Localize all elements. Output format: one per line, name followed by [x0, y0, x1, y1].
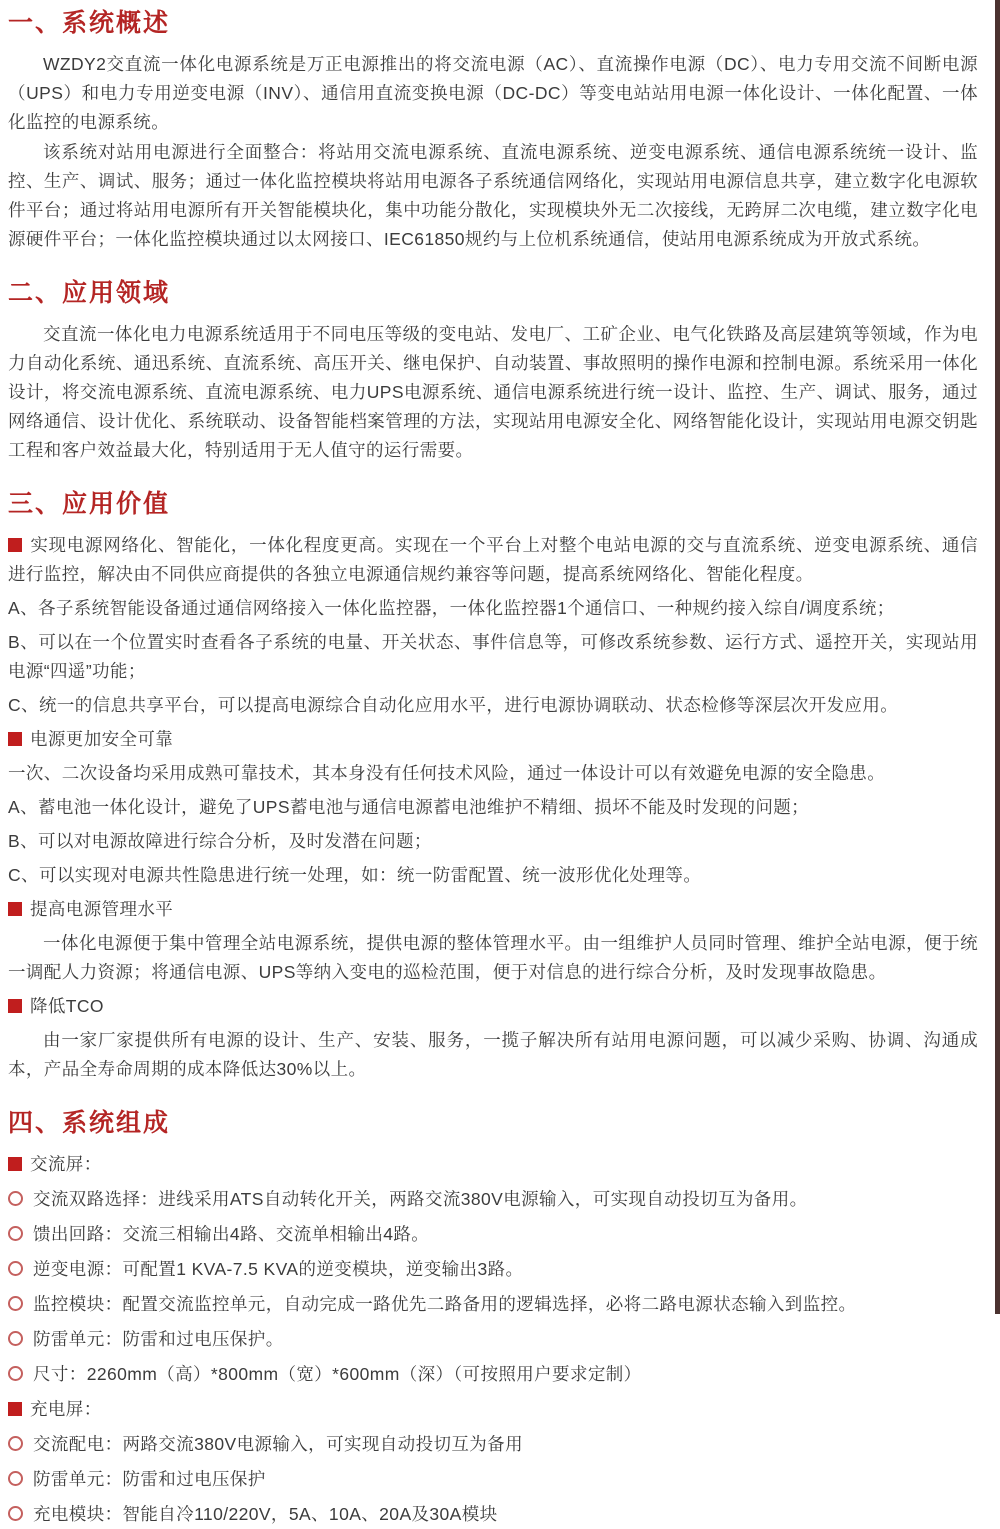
value-item-text: 一次、二次设备均采用成熟可靠技术，其本身没有任何技术风险，通过一体设计可以有效避免电源的安全隐患。 — [8, 763, 886, 783]
value-item-text: A、各子系统智能设备通过通信网络接入一体化监控器，一体化监控器1个通信口、一种规约接入综自/调度系统； — [8, 598, 895, 618]
value-item-text: 提高电源管理水平 — [30, 899, 174, 919]
overview-paragraph-2: 该系统对站用电源进行全面整合：将站用交流电源系统、直流电源系统、逆变电源系统、通信电源系统统一设计、监控、生产、调试、服务；通过一体化监控模块将站用电源各子系统通信网络化，实现站用电源信息共享，建立数字化电源软件平台；通过将站用电源所有开关智能模块化，集中功能分散化，实现模块外无二次接线，无跨屏二次电缆，建立数字化电源硬件平台；一体化监控模块通过以太网接口、IEC61850规约与上位机系统通信，使站用电源系统成为开放式系统。 — [8, 142, 978, 249]
composition-item — [8, 1325, 978, 1354]
section-heading-application-value: 三、应用价值 — [8, 490, 171, 518]
composition-item — [8, 1500, 978, 1529]
square-bullet-icon — [8, 1402, 22, 1416]
section-heading-overview: 一、系统概述 — [8, 9, 171, 37]
value-item — [8, 691, 978, 720]
composition-item-text: 充电屏： — [30, 1399, 102, 1419]
section-heading-composition: 四、系统组成 — [8, 1109, 171, 1137]
square-bullet-icon — [8, 538, 22, 552]
value-item — [8, 531, 978, 589]
square-bullet-icon — [8, 902, 22, 916]
composition-item-text: 馈出回路：交流三相输出4路、交流单相输出4路。 — [33, 1224, 430, 1244]
composition-item — [8, 1430, 978, 1459]
value-item — [8, 1026, 978, 1084]
value-item — [8, 628, 978, 686]
value-item-text: 降低TCO — [30, 996, 104, 1016]
circle-bullet-icon — [8, 1191, 23, 1206]
value-item — [8, 895, 978, 924]
square-bullet-icon — [8, 999, 22, 1013]
circle-bullet-icon — [8, 1436, 23, 1451]
composition-item-text: 交流配电：两路交流380V电源输入，可实现自动投切互为备用 — [33, 1434, 523, 1454]
application-fields-paragraph: 交直流一体化电力电源系统适用于不同电压等级的变电站、发电厂、工矿企业、电气化铁路及高层建筑等领域，作为电力自动化系统、通迅系统、直流系统、高压开关、继电保护、自动装置、事故照明的操作电源和控制电源。系统采用一体化设计，将交流电源系统、直流电源系统、电力UPS电源系统、通信电源系统进行统一设计、监控、生产、调试、服务，通过网络通信、设计优化、系统联动、设备智能档案管理的方法，实现站用电源安全化、网络智能化设计，实现站用电源交钥匙工程和客户效益最大化，特别适用于无人值守的运行需要。 — [8, 324, 978, 460]
composition-item-text: 逆变电源：可配置1 KVA-7.5 KVA的逆变模块，逆变输出3路。 — [33, 1259, 524, 1279]
value-item-text: 一体化电源便于集中管理全站电源系统，提供电源的整体管理水平。由一组维护人员同时管理、维护全站电源，便于统一调配人力资源；将通信电源、UPS等纳入变电的巡检范围，便于对信息的进行综合分析，及时发现事故隐患。 — [8, 933, 978, 982]
value-item — [8, 861, 978, 890]
composition-item-text: 充电模块：智能自冷110/220V，5A、10A、20A及30A模块 — [33, 1504, 498, 1524]
composition-item — [8, 1220, 978, 1249]
value-item — [8, 827, 978, 856]
composition-item — [8, 1360, 978, 1389]
composition-item-text: 防雷单元：防雷和过电压保护。 — [33, 1329, 284, 1349]
square-bullet-icon — [8, 1157, 22, 1171]
circle-bullet-icon — [8, 1261, 23, 1276]
value-item — [8, 992, 978, 1021]
value-item — [8, 594, 978, 623]
value-item — [8, 929, 978, 987]
circle-bullet-icon — [8, 1331, 23, 1346]
value-item-text: C、可以实现对电源共性隐患进行统一处理，如：统一防雷配置、统一波形优化处理等。 — [8, 865, 702, 885]
value-item-text: 实现电源网络化、智能化，一体化程度更高。实现在一个平台上对整个电站电源的交与直流系统、逆变电源系统、通信进行监控，解决由不同供应商提供的各独立电源通信规约兼容等问题，提高系统网络化、智能化程度。 — [8, 535, 978, 584]
composition-item-text: 交流双路选择：进线采用ATS自动转化开关，两路交流380V电源输入，可实现自动投切互为备用。 — [33, 1189, 808, 1209]
composition-item — [8, 1395, 978, 1424]
composition-item — [8, 1465, 978, 1494]
section-heading-application-fields: 二、应用领域 — [8, 279, 171, 307]
page-edge-shadow — [995, 0, 1000, 1314]
circle-bullet-icon — [8, 1226, 23, 1241]
value-item — [8, 793, 978, 822]
square-bullet-icon — [8, 732, 22, 746]
composition-item — [8, 1290, 978, 1319]
composition-item-text: 监控模块：配置交流监控单元，自动完成一路优先二路备用的逻辑选择，必将二路电源状态输入到监控。 — [33, 1294, 857, 1314]
composition-item-text: 防雷单元：防雷和过电压保护 — [33, 1469, 266, 1489]
value-item-text: 由一家厂家提供所有电源的设计、生产、安装、服务，一揽子解决所有站用电源问题，可以减少采购、协调、沟通成本，产品全寿命周期的成本降低达30%以上。 — [8, 1030, 978, 1079]
circle-bullet-icon — [8, 1366, 23, 1381]
value-item — [8, 759, 978, 788]
composition-item — [8, 1150, 978, 1179]
circle-bullet-icon — [8, 1296, 23, 1311]
circle-bullet-icon — [8, 1471, 23, 1486]
value-item — [8, 725, 978, 754]
value-item-text: B、可以对电源故障进行综合分析，及时发潜在问题； — [8, 831, 432, 851]
value-item-text: C、统一的信息共享平台，可以提高电源综合自动化应用水平，进行电源协调联动、状态检修等深层次开发应用。 — [8, 695, 899, 715]
composition-item-text: 尺寸：2260mm（高）*800mm（宽）*600mm（深）（可按照用户要求定制） — [33, 1364, 642, 1384]
composition-item — [8, 1255, 978, 1284]
overview-paragraph-1: WZDY2交直流一体化电源系统是万正电源推出的将交流电源（AC）、直流操作电源（DC）、电力专用交流不间断电源（UPS）和电力专用逆变电源（INV）、通信用直流变换电源（DC-DC）等变电站站用电源一体化设计、一体化配置、一体化监控的电源系统。 — [8, 54, 978, 132]
composition-item — [8, 1185, 978, 1214]
value-item-text: 电源更加安全可靠 — [30, 729, 174, 749]
value-item-text: A、蓄电池一体化设计，避免了UPS蓄电池与通信电源蓄电池维护不精细、损坏不能及时发现的问题； — [8, 797, 810, 817]
circle-bullet-icon — [8, 1506, 23, 1521]
value-item-text: B、可以在一个位置实时查看各子系统的电量、开关状态、事件信息等，可修改系统参数、运行方式、遥控开关，实现站用电源“四遥”功能； — [8, 632, 978, 681]
composition-item-text: 交流屏： — [30, 1154, 102, 1174]
